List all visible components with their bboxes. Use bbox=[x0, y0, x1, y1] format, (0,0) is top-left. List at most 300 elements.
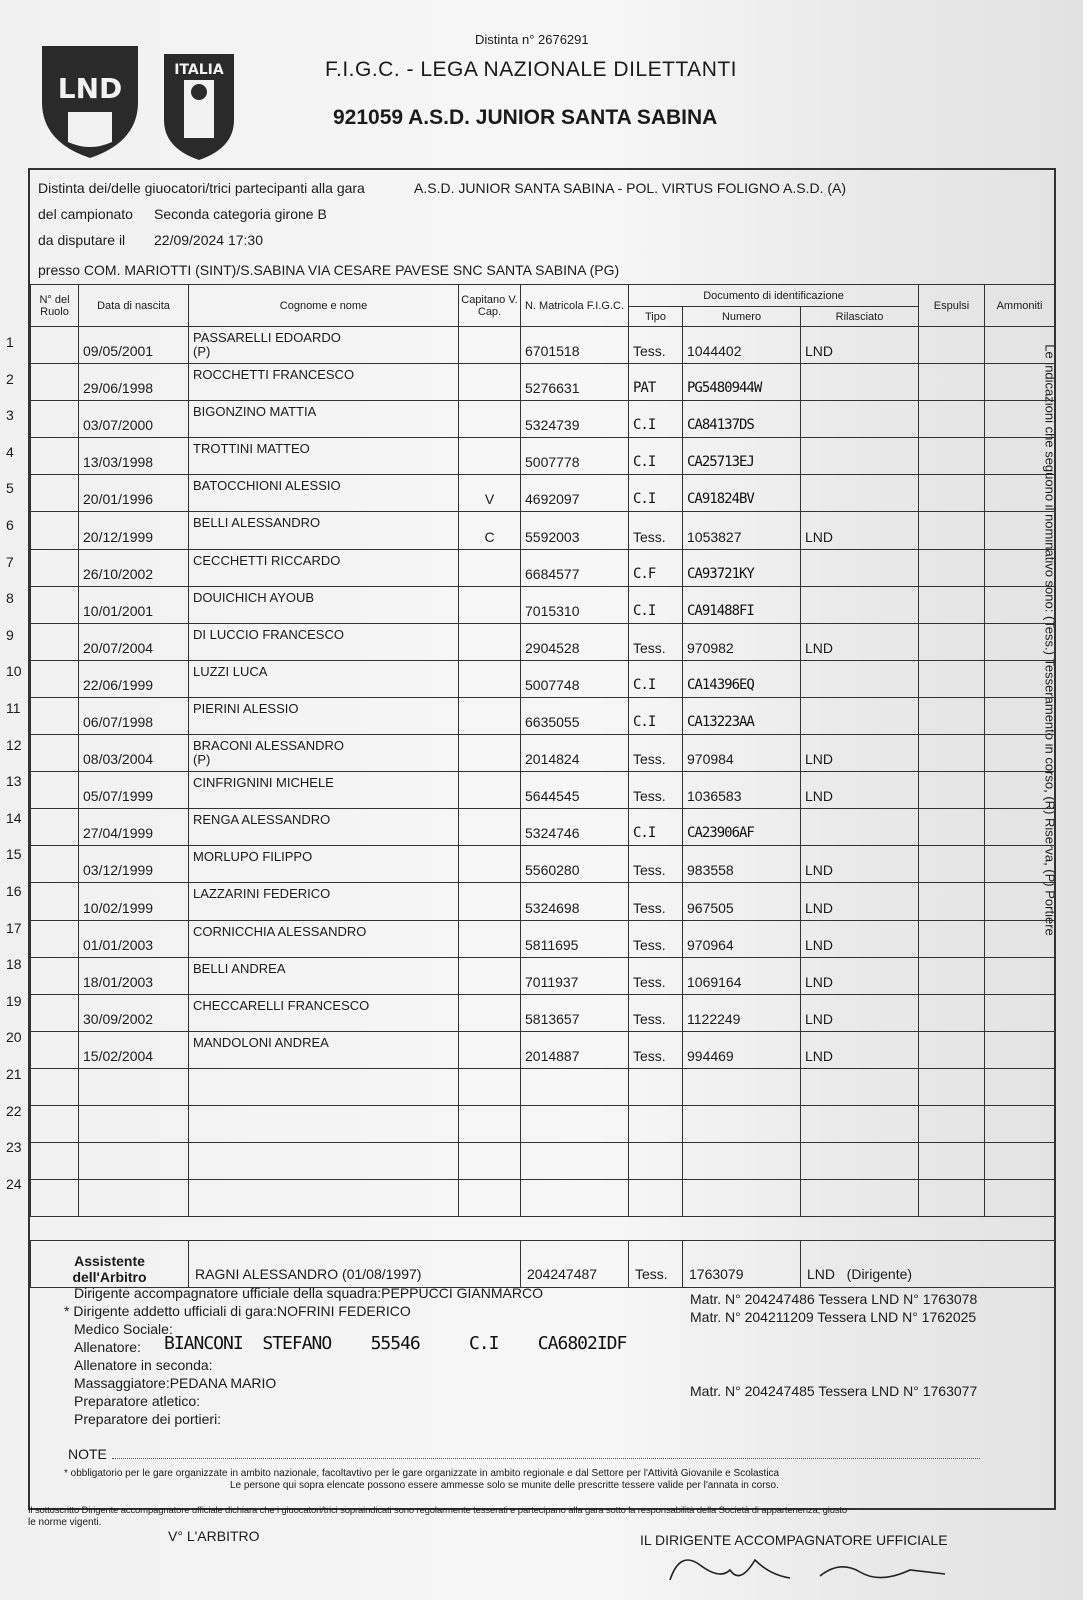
cell-ammoniti bbox=[985, 549, 1055, 586]
cell-name bbox=[189, 623, 459, 660]
cell-espulsi bbox=[919, 883, 985, 920]
cell-tipo: C.I bbox=[629, 660, 683, 697]
cell-matricola bbox=[521, 1068, 629, 1105]
cell-tipo: Tess. bbox=[629, 623, 683, 660]
note-line bbox=[112, 1458, 980, 1459]
cell-name bbox=[189, 475, 459, 512]
cell-name bbox=[189, 549, 459, 586]
cell-rilasciato bbox=[801, 586, 919, 623]
federation-title: F.I.G.C. - LEGA NAZIONALE DILETTANTI bbox=[325, 58, 738, 81]
col-ammoniti: Ammoniti bbox=[985, 285, 1055, 327]
championship-label: del campionato bbox=[38, 206, 133, 222]
cell-tipo: Tess. bbox=[629, 772, 683, 809]
player-name: DI LUCCIO FRANCESCO bbox=[193, 626, 344, 642]
player-name: BATOCCHIONI ALESSIO bbox=[193, 478, 341, 494]
table-row bbox=[31, 994, 1055, 1031]
cell-birth: 20/12/1999 bbox=[79, 512, 189, 549]
cell-birth: 22/06/1999 bbox=[79, 660, 189, 697]
massaggiatore-matr: Matr. N° 204247485 Tessera LND N° 1763077 bbox=[690, 1383, 978, 1399]
table-row bbox=[31, 883, 1055, 920]
cell-matricola: 5324746 bbox=[521, 809, 629, 846]
cell-captain bbox=[459, 364, 521, 401]
cell-ruolo bbox=[31, 697, 79, 734]
row-number: 20 bbox=[6, 1029, 22, 1046]
cell-ruolo bbox=[31, 846, 79, 883]
cell-matricola: 5324739 bbox=[521, 401, 629, 438]
cell-captain bbox=[459, 327, 521, 364]
cell-espulsi bbox=[919, 1143, 985, 1180]
cell-matricola: 5007778 bbox=[521, 438, 629, 475]
cell-matricola: 6701518 bbox=[521, 327, 629, 364]
cell-ammoniti bbox=[985, 846, 1055, 883]
cell-name bbox=[189, 809, 459, 846]
cell-birth: 05/07/1999 bbox=[79, 772, 189, 809]
cell-birth: 29/06/1998 bbox=[79, 364, 189, 401]
cell-espulsi bbox=[919, 697, 985, 734]
table-row bbox=[31, 809, 1055, 846]
player-name: MORLUPO FILIPPO bbox=[193, 849, 313, 865]
cell-ammoniti bbox=[985, 327, 1055, 364]
cell-captain bbox=[459, 1105, 521, 1142]
medico-sociale: Medico Sociale: bbox=[74, 1321, 173, 1337]
cell-ruolo bbox=[31, 401, 79, 438]
cell-espulsi bbox=[919, 1031, 985, 1068]
cell-tipo: Tess. bbox=[629, 735, 683, 772]
cell-ruolo bbox=[31, 438, 79, 475]
cell-ammoniti bbox=[985, 957, 1055, 994]
cell-tipo: Tess. bbox=[629, 846, 683, 883]
assistant-rilasciato: LND (Dirigente) bbox=[801, 1241, 1055, 1288]
row-number: 15 bbox=[6, 846, 22, 863]
cell-rilasciato bbox=[801, 1105, 919, 1142]
dirigente-addetto: * Dirigente addetto ufficiali di gara:NOFRINI FEDERICO bbox=[64, 1303, 411, 1319]
row-number: 12 bbox=[6, 736, 22, 753]
row-number: 6 bbox=[6, 517, 14, 533]
cell-ruolo bbox=[31, 1105, 79, 1142]
row-number: 13 bbox=[6, 773, 22, 790]
cell-captain bbox=[459, 846, 521, 883]
col-documento: Documento di identificazione bbox=[629, 285, 919, 307]
table-row bbox=[31, 735, 1055, 772]
cell-rilasciato bbox=[801, 697, 919, 734]
player-role: (P) bbox=[193, 344, 211, 359]
cell-espulsi bbox=[919, 549, 985, 586]
cell-rilasciato bbox=[801, 438, 919, 475]
cell-matricola bbox=[521, 1143, 629, 1180]
table-row bbox=[31, 660, 1055, 697]
cell-ruolo bbox=[31, 475, 79, 512]
cell-espulsi bbox=[919, 920, 985, 957]
club-title: 921059 A.S.D. JUNIOR SANTA SABINA bbox=[333, 106, 718, 129]
cell-ammoniti bbox=[985, 1031, 1055, 1068]
cell-tipo bbox=[629, 1105, 683, 1142]
cell-ruolo bbox=[31, 957, 79, 994]
player-name: LUZZI LUCA bbox=[193, 663, 268, 679]
cell-rilasciato: LND bbox=[801, 623, 919, 660]
cell-ammoniti bbox=[985, 809, 1055, 846]
table-row bbox=[31, 512, 1055, 549]
cell-numero: 1069164 bbox=[683, 957, 801, 994]
cell-tipo: Tess. bbox=[629, 327, 683, 364]
cell-name bbox=[189, 1143, 459, 1180]
match-teams: A.S.D. JUNIOR SANTA SABINA - POL. VIRTUS FOLIGNO A.S.D. (A) bbox=[414, 180, 847, 196]
cell-numero bbox=[683, 1143, 801, 1180]
cell-name bbox=[189, 883, 459, 920]
cell-captain bbox=[459, 697, 521, 734]
cell-ruolo bbox=[31, 1068, 79, 1105]
dirigente-addetto-text: Dirigente addetto ufficiali di gara:NOFRINI FEDERICO bbox=[73, 1303, 411, 1319]
row-number: 16 bbox=[6, 883, 22, 899]
player-name: BIGONZINO MATTIA bbox=[193, 404, 317, 420]
cell-name bbox=[189, 697, 459, 734]
cell-matricola: 4692097 bbox=[521, 475, 629, 512]
cell-tipo: C.I bbox=[629, 809, 683, 846]
assistant-numero: 1763079 bbox=[683, 1241, 801, 1288]
cell-matricola: 2904528 bbox=[521, 623, 629, 660]
cell-rilasciato bbox=[801, 1068, 919, 1105]
col-tipo: Tipo bbox=[629, 307, 683, 327]
lnd-logo-text: LND bbox=[57, 72, 123, 105]
cell-espulsi bbox=[919, 327, 985, 364]
cell-ammoniti bbox=[985, 735, 1055, 772]
cell-birth: 10/01/2001 bbox=[79, 586, 189, 623]
cell-espulsi bbox=[919, 586, 985, 623]
cell-tipo bbox=[629, 1180, 683, 1217]
cell-matricola: 2014887 bbox=[521, 1031, 629, 1068]
table-row bbox=[31, 623, 1055, 660]
cell-name bbox=[189, 1068, 459, 1105]
match-label: Distinta dei/delle giuocatori/trici partecipanti alla gara bbox=[38, 180, 365, 196]
row-number: 14 bbox=[6, 809, 22, 826]
table-row bbox=[31, 549, 1055, 586]
cell-numero: CA84137DS bbox=[683, 401, 801, 438]
cell-captain bbox=[459, 1143, 521, 1180]
cell-birth: 08/03/2004 bbox=[79, 735, 189, 772]
cell-name bbox=[189, 327, 459, 364]
note-obbligatorio: * obbligatorio per le gare organizzate in ambito nazionale, facoltavtivo per le gare organizzate in ambito regionale e dal Settore per l'Attività Giovanile e Scolastica bbox=[64, 1468, 780, 1479]
cell-matricola: 5644545 bbox=[521, 772, 629, 809]
row-number: 2 bbox=[6, 370, 14, 387]
cell-name bbox=[189, 1031, 459, 1068]
cell-birth bbox=[79, 1105, 189, 1142]
cell-rilasciato: LND bbox=[801, 735, 919, 772]
cell-ammoniti bbox=[985, 623, 1055, 660]
cell-rilasciato: LND bbox=[801, 772, 919, 809]
player-name: PIERINI ALESSIO bbox=[193, 700, 299, 716]
cell-tipo: Tess. bbox=[629, 512, 683, 549]
col-matricola: N. Matricola F.I.G.C. bbox=[521, 285, 629, 327]
cell-numero: 1044402 bbox=[683, 327, 801, 364]
player-name: PASSARELLI EDOARDO bbox=[193, 330, 341, 345]
dirigente-addetto-matr: Matr. N° 204211209 Tessera LND N° 1762025 bbox=[690, 1309, 977, 1325]
cell-ruolo bbox=[31, 327, 79, 364]
italia-logo bbox=[160, 50, 238, 162]
col-espulsi: Espulsi bbox=[919, 285, 985, 327]
cell-tipo: Tess. bbox=[629, 994, 683, 1031]
cell-ruolo bbox=[31, 994, 79, 1031]
cell-ruolo bbox=[31, 1143, 79, 1180]
cell-ruolo bbox=[31, 660, 79, 697]
cell-ammoniti bbox=[985, 475, 1055, 512]
player-role: (P) bbox=[193, 752, 211, 768]
cell-espulsi bbox=[919, 512, 985, 549]
row-number: 5 bbox=[6, 480, 14, 497]
row-number: 3 bbox=[6, 407, 14, 424]
player-name: MANDOLONI ANDREA bbox=[193, 1034, 329, 1050]
cell-matricola bbox=[521, 1105, 629, 1142]
cell-ammoniti bbox=[985, 401, 1055, 438]
cell-tipo: Tess. bbox=[629, 920, 683, 957]
date-value: 22/09/2024 17:30 bbox=[154, 232, 263, 248]
cell-ammoniti bbox=[985, 1068, 1055, 1105]
cell-numero: CA93721KY bbox=[683, 549, 801, 586]
col-numero: Numero bbox=[683, 307, 801, 327]
cell-ruolo bbox=[31, 920, 79, 957]
row-number: 8 bbox=[6, 590, 14, 607]
cell-birth: 13/03/1998 bbox=[79, 438, 189, 475]
cell-matricola: 5276631 bbox=[521, 364, 629, 401]
cell-tipo: C.I bbox=[629, 475, 683, 512]
col-ruolo: N° del Ruolo bbox=[31, 285, 79, 327]
table-row bbox=[31, 846, 1055, 883]
cell-numero: CA91824BV bbox=[683, 475, 801, 512]
cell-name bbox=[189, 920, 459, 957]
player-name: CINFRIGNINI MICHELE bbox=[193, 775, 334, 791]
allenatore-label: Allenatore: bbox=[74, 1339, 141, 1355]
cell-name bbox=[189, 772, 459, 809]
distinta-number: Distinta n° 2676291 bbox=[475, 32, 589, 47]
cell-ruolo bbox=[31, 772, 79, 809]
cell-name bbox=[189, 735, 459, 772]
cell-rilasciato bbox=[801, 401, 919, 438]
cell-tipo: PAT bbox=[629, 364, 683, 401]
cell-tipo: C.I bbox=[629, 586, 683, 623]
cell-ammoniti bbox=[985, 772, 1055, 809]
note-ammesse: Le persone qui sopra elencate possono essere ammesse solo se munite delle prescritte tessere valide per l'annata in corso. bbox=[230, 1480, 779, 1491]
table-row bbox=[31, 772, 1055, 809]
cell-ruolo bbox=[31, 549, 79, 586]
cell-ammoniti bbox=[985, 994, 1055, 1031]
cell-rilasciato: LND bbox=[801, 512, 919, 549]
cell-captain bbox=[459, 1180, 521, 1217]
dirigente-accompagnatore: Dirigente accompagnatore ufficiale della squadra:PEPPUCCI GIANMARCO bbox=[74, 1285, 543, 1301]
row-number: 21 bbox=[6, 1066, 22, 1082]
cell-espulsi bbox=[919, 772, 985, 809]
cell-numero bbox=[683, 1105, 801, 1142]
player-name: RENGA ALESSANDRO bbox=[193, 812, 331, 828]
cell-ammoniti bbox=[985, 697, 1055, 734]
cell-ruolo bbox=[31, 364, 79, 401]
cell-rilasciato: LND bbox=[801, 994, 919, 1031]
cell-rilasciato bbox=[801, 475, 919, 512]
player-name: CORNICCHIA ALESSANDRO bbox=[193, 923, 367, 939]
cell-name bbox=[189, 438, 459, 475]
table-row bbox=[31, 1105, 1055, 1142]
cell-rilasciato: LND bbox=[801, 846, 919, 883]
dirigente-signature bbox=[660, 1540, 960, 1590]
table-row bbox=[31, 586, 1055, 623]
declaration-2: le norme vigenti. bbox=[28, 1517, 102, 1528]
cell-numero: 1053827 bbox=[683, 512, 801, 549]
cell-birth: 30/09/2002 bbox=[79, 994, 189, 1031]
cell-name bbox=[189, 957, 459, 994]
player-name: DOUICHICH AYOUB bbox=[193, 589, 315, 605]
cell-espulsi bbox=[919, 660, 985, 697]
cell-ruolo bbox=[31, 586, 79, 623]
dirigente-accompagnatore-matr: Matr. N° 204247486 Tessera LND N° 1763078 bbox=[690, 1291, 978, 1307]
cell-birth: 15/02/2004 bbox=[79, 1031, 189, 1068]
cell-birth bbox=[79, 1143, 189, 1180]
cell-name bbox=[189, 1180, 459, 1217]
cell-ruolo bbox=[31, 1031, 79, 1068]
assistant-tipo: Tess. bbox=[629, 1241, 683, 1288]
cell-captain: V bbox=[459, 475, 521, 512]
cell-rilasciato: LND bbox=[801, 883, 919, 920]
cell-rilasciato: LND bbox=[801, 327, 919, 364]
cell-captain bbox=[459, 772, 521, 809]
cell-tipo: Tess. bbox=[629, 1031, 683, 1068]
cell-ammoniti bbox=[985, 586, 1055, 623]
cell-numero: 994469 bbox=[683, 1031, 801, 1068]
cell-rilasciato bbox=[801, 1143, 919, 1180]
cell-matricola: 5811695 bbox=[521, 920, 629, 957]
cell-captain bbox=[459, 920, 521, 957]
cell-matricola: 5007748 bbox=[521, 660, 629, 697]
table-row bbox=[31, 438, 1055, 475]
cell-name bbox=[189, 586, 459, 623]
cell-tipo: C.I bbox=[629, 438, 683, 475]
cell-tipo: C.I bbox=[629, 401, 683, 438]
table-row bbox=[31, 957, 1055, 994]
venue: presso COM. MARIOTTI (SINT)/S.SABINA VIA CESARE PAVESE SNC SANTA SABINA (PG) bbox=[38, 262, 620, 278]
cell-captain bbox=[459, 623, 521, 660]
cell-matricola: 5560280 bbox=[521, 846, 629, 883]
cell-numero: CA14396EQ bbox=[683, 660, 801, 697]
cell-rilasciato bbox=[801, 660, 919, 697]
cell-rilasciato bbox=[801, 549, 919, 586]
cell-tipo: C.I bbox=[629, 697, 683, 734]
row-number: 17 bbox=[6, 919, 22, 936]
cell-name bbox=[189, 1105, 459, 1142]
col-rilasciato: Rilasciato bbox=[801, 307, 919, 327]
row-number: 11 bbox=[6, 700, 21, 716]
cell-espulsi bbox=[919, 994, 985, 1031]
cell-captain bbox=[459, 401, 521, 438]
cell-tipo: Tess. bbox=[629, 883, 683, 920]
cell-rilasciato bbox=[801, 1180, 919, 1217]
col-nome: Cognome e nome bbox=[189, 285, 459, 327]
cell-birth bbox=[79, 1180, 189, 1217]
row-number: 23 bbox=[6, 1139, 22, 1156]
cell-name bbox=[189, 660, 459, 697]
player-name: TROTTINI MATTEO bbox=[193, 441, 310, 457]
cell-ammoniti bbox=[985, 920, 1055, 957]
arbitro-sign-label: V° L'ARBITRO bbox=[168, 1528, 260, 1544]
championship-value: Seconda categoria girone B bbox=[154, 206, 327, 222]
cell-birth: 06/07/1998 bbox=[79, 697, 189, 734]
table-row bbox=[31, 920, 1055, 957]
cell-numero: CA25713EJ bbox=[683, 438, 801, 475]
cell-captain bbox=[459, 883, 521, 920]
cell-captain bbox=[459, 735, 521, 772]
cell-espulsi bbox=[919, 735, 985, 772]
cell-matricola bbox=[521, 1180, 629, 1217]
cell-birth: 20/01/1996 bbox=[79, 475, 189, 512]
cell-birth: 09/05/2001 bbox=[79, 327, 189, 364]
row-number: 18 bbox=[6, 956, 22, 973]
table-row bbox=[31, 327, 1055, 364]
cell-captain: C bbox=[459, 512, 521, 549]
player-name: CECCHETTI RICCARDO bbox=[193, 552, 341, 568]
cell-name bbox=[189, 994, 459, 1031]
cell-espulsi bbox=[919, 846, 985, 883]
cell-numero bbox=[683, 1068, 801, 1105]
preparatore-atletico: Preparatore atletico: bbox=[74, 1393, 201, 1409]
cell-captain bbox=[459, 549, 521, 586]
allenatore-seconda: Allenatore in seconda: bbox=[74, 1357, 213, 1373]
table-row bbox=[31, 401, 1055, 438]
cell-matricola: 6684577 bbox=[521, 549, 629, 586]
cell-name bbox=[189, 401, 459, 438]
cell-espulsi bbox=[919, 475, 985, 512]
cell-espulsi bbox=[919, 364, 985, 401]
cell-espulsi bbox=[919, 809, 985, 846]
cell-matricola: 2014824 bbox=[521, 735, 629, 772]
assistant-table bbox=[30, 1240, 1055, 1288]
cell-espulsi bbox=[919, 401, 985, 438]
cell-rilasciato: LND bbox=[801, 957, 919, 994]
cell-ammoniti bbox=[985, 512, 1055, 549]
cell-numero: 1122249 bbox=[683, 994, 801, 1031]
cell-birth bbox=[79, 1068, 189, 1105]
cell-matricola: 5592003 bbox=[521, 512, 629, 549]
cell-matricola: 7015310 bbox=[521, 586, 629, 623]
cell-espulsi bbox=[919, 1105, 985, 1142]
massaggiatore: Massaggiatore:PEDANA MARIO bbox=[74, 1375, 277, 1391]
cell-birth: 10/02/1999 bbox=[79, 883, 189, 920]
cell-matricola: 6635055 bbox=[521, 697, 629, 734]
cell-tipo bbox=[629, 1068, 683, 1105]
table-row bbox=[31, 364, 1055, 401]
row-number: 22 bbox=[6, 1102, 22, 1119]
cell-numero: 970982 bbox=[683, 623, 801, 660]
player-name: CHECCARELLI FRANCESCO bbox=[193, 997, 370, 1013]
cell-numero: 970984 bbox=[683, 735, 801, 772]
cell-ruolo bbox=[31, 809, 79, 846]
cell-ruolo bbox=[31, 623, 79, 660]
side-legend-text: Le indicazioni che seguono il nominativo sono: (Tess.) Tesseramento in corso, (R) Riserva, (P) Portiere bbox=[1042, 344, 1058, 936]
cell-numero: PG5480944W bbox=[683, 364, 801, 401]
players-table bbox=[30, 284, 1055, 1217]
cell-captain bbox=[459, 809, 521, 846]
cell-tipo: C.F bbox=[629, 549, 683, 586]
col-capitano: Capitano V. Cap. bbox=[459, 285, 521, 327]
cell-ammoniti bbox=[985, 1143, 1055, 1180]
cell-ammoniti bbox=[985, 660, 1055, 697]
cell-rilasciato bbox=[801, 364, 919, 401]
player-name: BELLI ALESSANDRO bbox=[193, 515, 321, 531]
cell-birth: 27/04/1999 bbox=[79, 809, 189, 846]
cell-name bbox=[189, 364, 459, 401]
cell-tipo: Tess. bbox=[629, 957, 683, 994]
cell-ruolo bbox=[31, 883, 79, 920]
cell-espulsi bbox=[919, 957, 985, 994]
lnd-logo bbox=[38, 42, 142, 160]
cell-captain bbox=[459, 586, 521, 623]
player-name: ROCCHETTI FRANCESCO bbox=[193, 367, 355, 383]
cell-ruolo bbox=[31, 1180, 79, 1217]
table-row bbox=[31, 475, 1055, 512]
